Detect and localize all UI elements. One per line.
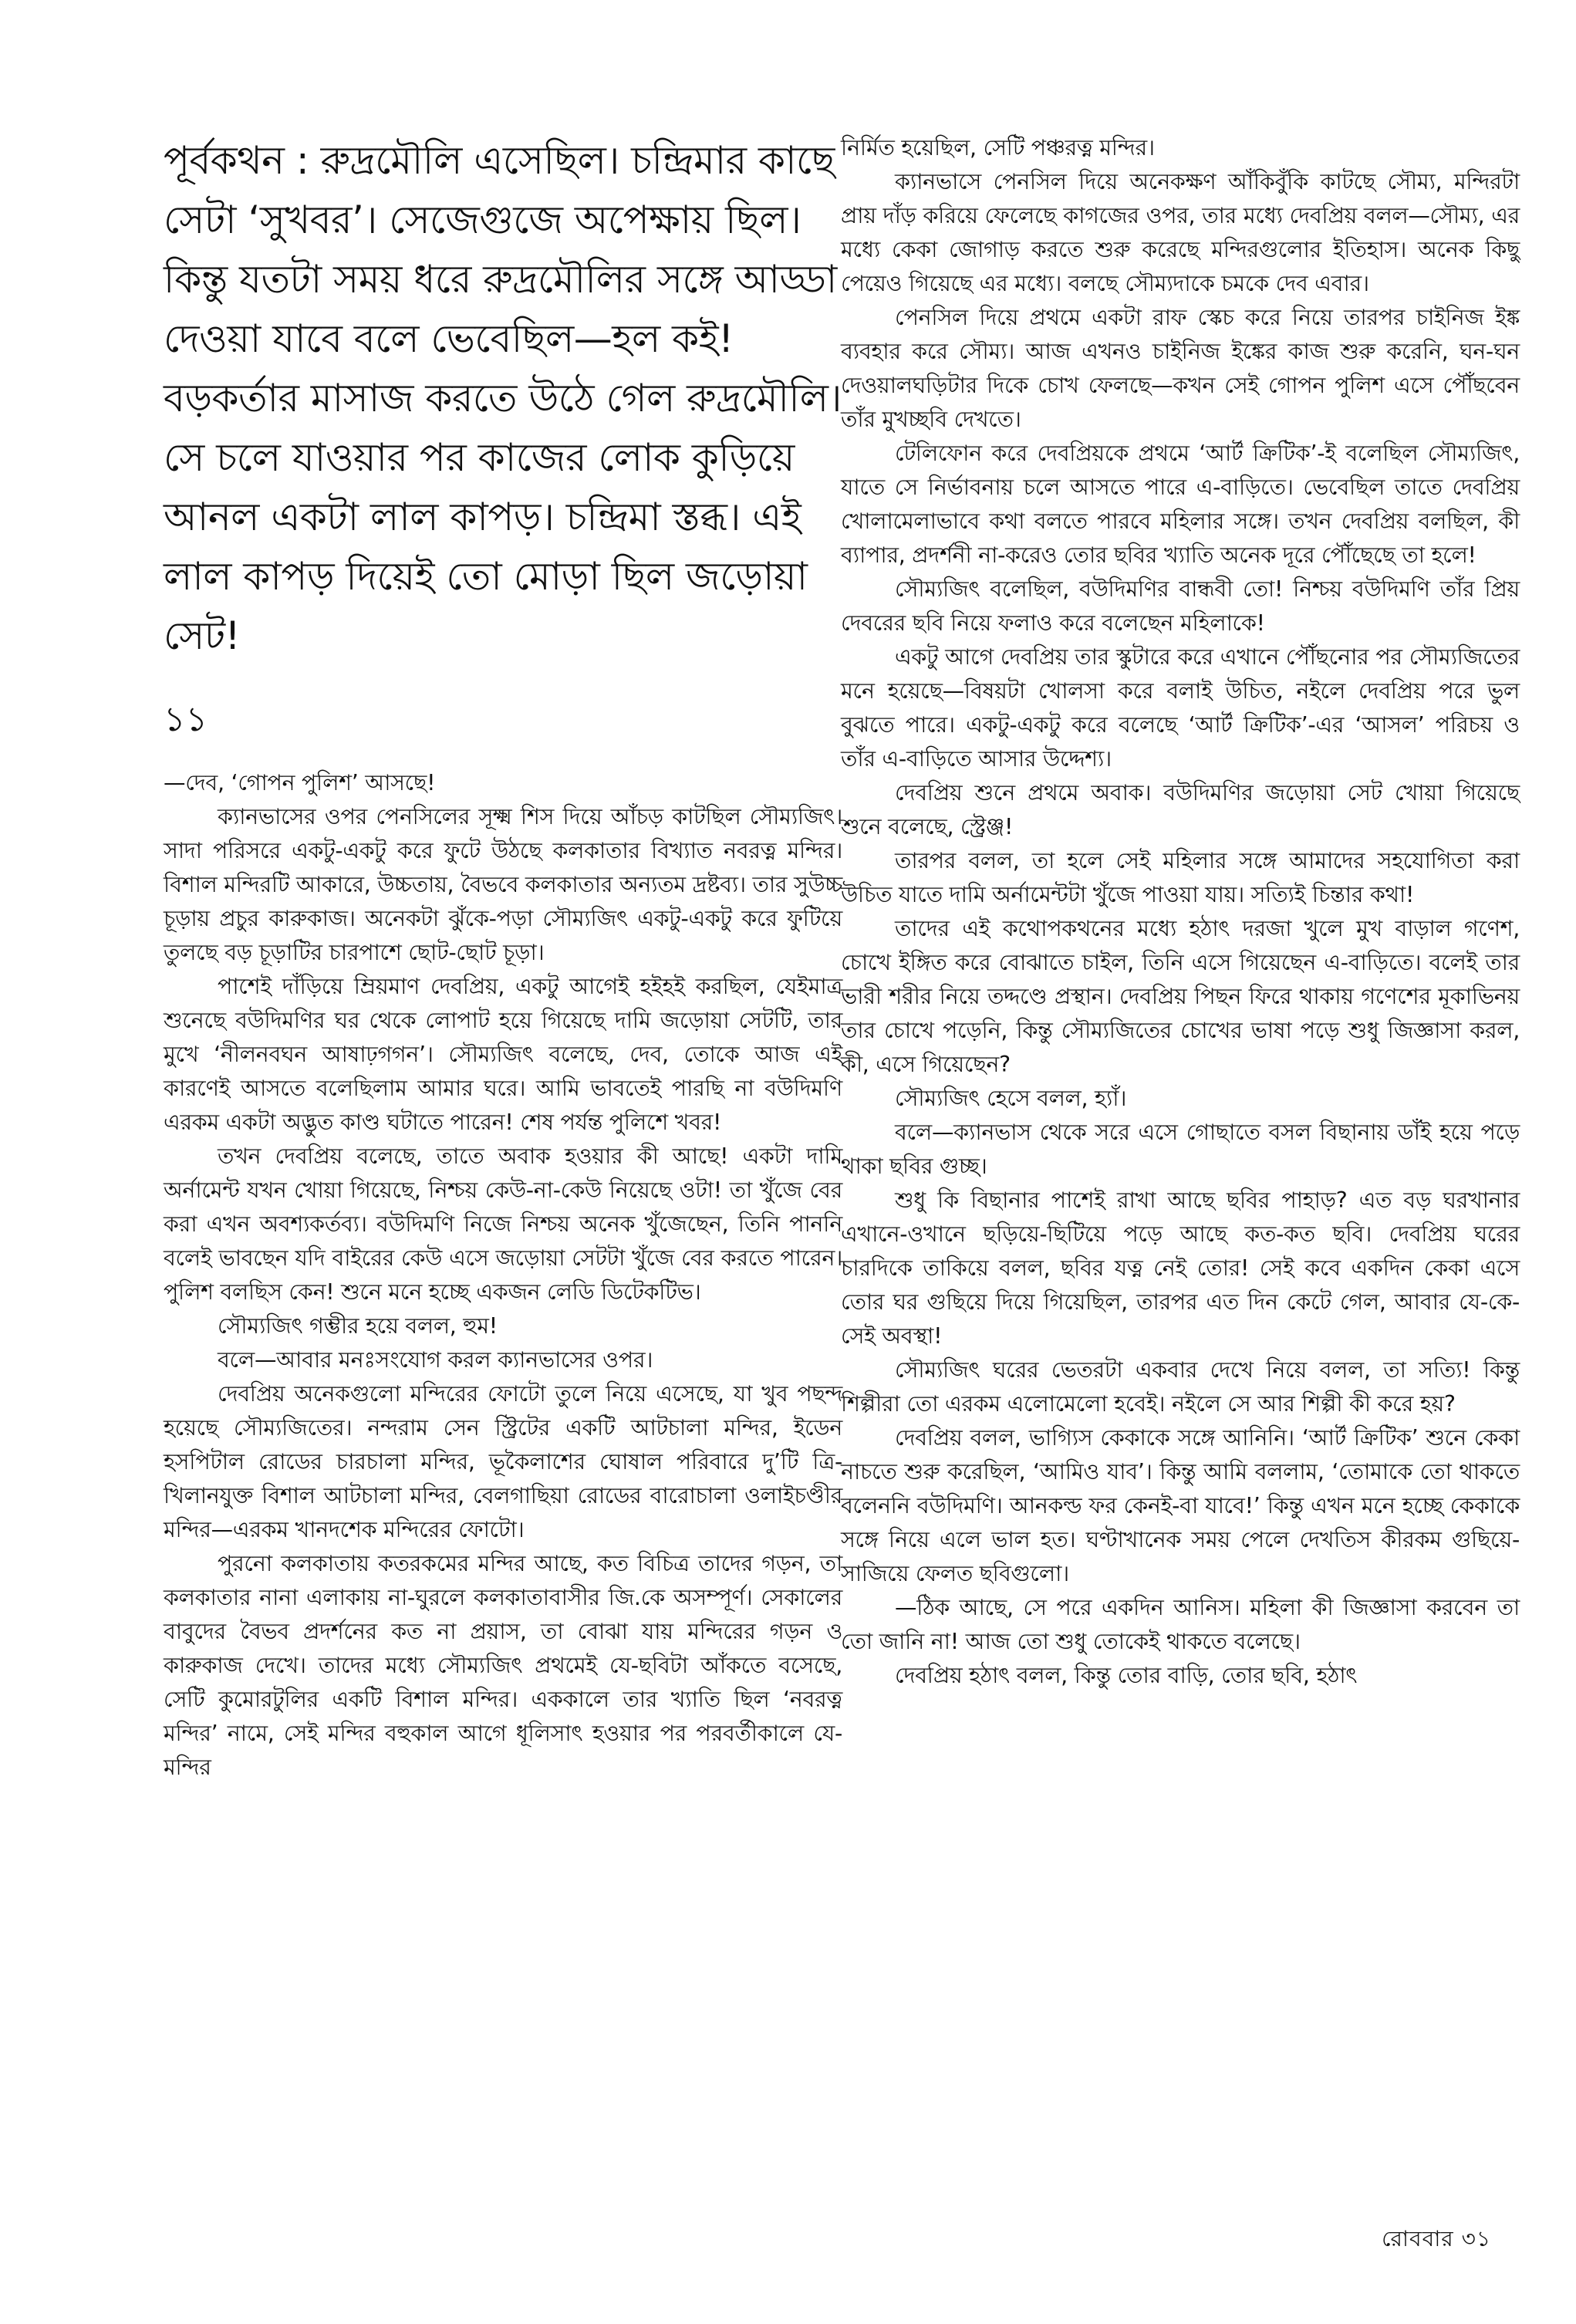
paragraph: সৌম্যজিৎ হেসে বলল, হ্যাঁ। <box>895 1086 1127 1111</box>
paragraph: বলে—ক্যানভাস থেকে সরে এসে গোছাতে বসল বিছানায় ডাঁই হয়ে পড়ে থাকা ছবির গুচ্ছ। <box>841 1120 1520 1179</box>
recap-summary: পূর্বকথন : রুদ্রমৌলি এসেছিল। চন্দ্রিমার কাছে সেটা ‘সুখবর’। সেজেগুজে অপেক্ষায় ছিল। কিন্তু যতটা সময় ধরে রুদ্রমৌলির সঙ্গে আড্ডা দেওয়া যাবে বলে ভেবেছিল—হল কই! বড়কর্তার মাসাজ করতে উঠে গেল রুদ্রমৌলি। সে চলে যাওয়ার পর কাজের লোক কুড়িয়ে আনল একটা লাল কাপড়। চন্দ্রিমা স্তব্ধ। এই লাল কাপড় দিয়েই তো মোড়া ছিল জড়োয়া সেট! <box>164 138 842 658</box>
paragraph: পেনসিল দিয়ে প্রথমে একটা রাফ স্কেচ করে নিয়ে তারপর চাইনিজ ইঙ্ক ব্যবহার করে সৌম্য। আজ এখনও চাইনিজ ইঙ্কের কাজ শুরু করেনি, ঘন-ঘন দেওয়ালঘড়িটার দিকে চোখ ফেলছে—কখন সেই গোপন পুলিশ এসে পৌঁছবেন তাঁর মুখচ্ছবি দেখতে। <box>841 305 1520 432</box>
paragraph: ক্যানভাসে পেনসিল দিয়ে অনেকক্ষণ আঁকিবুঁকি কাটছে সৌম্য, মন্দিরটা প্রায় দাঁড় করিয়ে ফেলেছে কাগজের ওপর, তার মধ্যে দেবপ্রিয় বলল—সৌম্য, এর মধ্যে কেকা জোগাড় করতে শুরু করেছে মন্দিরগুলোর ইতিহাস। অনেক কিছু পেয়েও গিয়েছে এর মধ্যে। বলছে সৌম্যদাকে চমকে দেব এবার। <box>841 169 1520 296</box>
paragraph: তারপর বলল, তা হলে সেই মহিলার সঙ্গে আমাদের সহযোগিতা করা উচিত যাতে দামি অর্নামেন্টটা খুঁজে পাওয়া যায়। সত্যিই চিন্তার কথা! <box>841 848 1520 907</box>
left-column <box>164 131 842 1785</box>
paragraph: দেবপ্রিয় হঠাৎ বলল, কিন্তু তোর বাড়ি, তোর ছবি, হঠাৎ <box>895 1663 1358 1688</box>
page-footer: রোববার ৩১ <box>1382 2226 1491 2251</box>
paragraph: দেবপ্রিয় বলল, ভাগ্যিস কেকাকে সঙ্গে আনিনি। ‘আর্ট ক্রিটিক’ শুনে কেকা নাচতে শুরু করেছিল, ‘আমিও যাব’। কিন্তু আমি বললাম, ‘তোমাকে তো থাকতে বলেননি বউদিমণি। আনকল্ড ফর কেনই-বা যাবে!’ কিন্তু এখন মনে হচ্ছে কেকাকে সঙ্গে নিয়ে এলে ভাল হত। ঘণ্টাখানেক সময় পেলে দেখতিস কীরকম গুছিয়ে-সাজিয়ে ফেলত ছবিগুলো। <box>841 1425 1520 1586</box>
paragraph: সৌম্যজিৎ গম্ভীর হয়ে বলল, হুম! <box>218 1313 498 1339</box>
paragraph: টেলিফোন করে দেবপ্রিয়কে প্রথমে ‘আর্ট ক্রিটিক’-ই বলেছিল সৌম্যজিৎ, যাতে সে নির্ভাবনায় চলে আসতে পারে এ-বাড়িতে। ভেবেছিল তাতে দেবপ্রিয় খোলামেলাভাবে কথা বলতে পারবে মহিলার সঙ্গে। তখন দেবপ্রিয় বলছিল, কী ব্যাপার, প্রদর্শনী না-করেও তোর ছবির খ্যাতি অনেক দূরে পৌঁছেছে তা হলে! <box>841 441 1520 568</box>
paragraph: দেবপ্রিয় শুনে প্রথমে অবাক। বউদিমণির জড়োয়া সেট খোয়া গিয়েছে শুনে বলেছে, স্ট্রেঞ্জ! <box>841 780 1520 839</box>
paragraph: তখন দেবপ্রিয় বলেছে, তাতে অবাক হওয়ার কী আছে! একটা দামি অর্নামেন্ট যখন খোয়া গিয়েছে, নিশ্চয় কেউ-না-কেউ নিয়েছে ওটা! তা খুঁজে বের করা এখন অবশ্যকর্তব্য। বউদিমণি নিজে নিশ্চয় অনেক খুঁজেছেন, তিনি পাননি বলেই ভাবছেন যদি বাইরের কেউ এসে জড়োয়া সেটটা খুঁজে বের করতে পারেন। পুলিশ বলছিস কেন! শুনে মনে হচ্ছে একজন লেডি ডিটেকটিভ। <box>164 1143 842 1305</box>
paragraph: সৌম্যজিৎ ঘরের ভেতরটা একবার দেখে নিয়ে বলল, তা সত্যি! কিন্তু শিল্পীরা তো এরকম এলোমেলো হবেই। নইলে সে আর শিল্পী কী করে হয়? <box>841 1357 1520 1417</box>
paragraph: দেবপ্রিয় অনেকগুলো মন্দিরের ফোটো তুলে নিয়ে এসেছে, যা খুব পছন্দ হয়েছে সৌম্যজিতের। নন্দরাম সেন স্ট্রিটের একটি আটচালা মন্দির, ইডেন হসপিটাল রোডের চারচালা মন্দির, ভূকৈলাশের ঘোষাল পরিবারে দু’টি ত্রি-খিলানযুক্ত বিশাল আটচালা মন্দির, বেলগাছিয়া রোডের বারোচালা ওলাইচণ্ডীর মন্দির—এরকম খানদশেক মন্দিরের ফোটো। <box>164 1381 842 1542</box>
paragraph: পুরনো কলকাতায় কতরকমের মন্দির আছে, কত বিচিত্র তাদের গড়ন, তা কলকাতার নানা এলাকায় না-ঘুরলে কলকাতাবাসীর জি.কে অসম্পূর্ণ। সেকালের বাবুদের বৈভব প্রদর্শনের কত না প্রয়াস, তা বোঝা যায় মন্দিরের গড়ন ও কারুকাজ দেখে। তাদের মধ্যে সৌম্যজিৎ প্রথমেই যে-ছবিটা আঁকতে বসেছে, সেটি কুমোরটুলির একটি বিশাল মন্দির। এককালে তার খ্যাতি ছিল ‘নবরত্ন মন্দির’ নামে, সেই মন্দির বহুকাল আগে ধূলিসাৎ হওয়ার পর পরবর্তীকালে যে-মন্দির <box>164 1551 842 1780</box>
paragraph: বলে—আবার মনঃসংযোগ করল ক্যানভাসের ওপর। <box>218 1347 653 1373</box>
paragraph: —ঠিক আছে, সে পরে একদিন আনিস। মহিলা কী জিজ্ঞাসা করবেন তা তো জানি না! আজ তো শুধু তোকেই থাকতে বলেছে। <box>841 1595 1520 1654</box>
paragraph: নির্মিত হয়েছিল, সেটি পঞ্চরত্ন মন্দির। <box>841 135 1155 160</box>
chapter-number: ১১ <box>164 700 208 739</box>
paragraph: একটু আগে দেবপ্রিয় তার স্কুটারে করে এখানে পৌঁছনোর পর সৌম্যজিতের মনে হয়েছে—বিষয়টা খোলসা করে বলাই উচিত, নইলে দেবপ্রিয় পরে ভুল বুঝতে পারে। একটু-একটু করে বলেছে ‘আর্ট ক্রিটিক’-এর ‘আসল’ পরিচয় ও তাঁর এ-বাড়িতে আসার উদ্দেশ্য। <box>841 644 1520 772</box>
paragraph: সৌম্যজিৎ বলেছিল, বউদিমণির বান্ধবী তো! নিশ্চয় বউদিমণি তাঁর প্রিয় দেবরের ছবি নিয়ে ফলাও করে বলেছেন মহিলাকে! <box>841 576 1520 636</box>
paragraph: ক্যানভাসের ওপর পেনসিলের সূক্ষ্ম শিস দিয়ে আঁচড় কাটছিল সৌম্যজিৎ। সাদা পরিসরে একটু-একটু করে ফুটে উঠছে কলকাতার বিখ্যাত নবরত্ন মন্দির। বিশাল মন্দিরটি আকারে, উচ্চতায়, বৈভবে কলকাতার অন্যতম দ্রষ্টব্য। তার সুউচ্চ চূড়ায় প্রচুর কারুকাজ। অনেকটা ঝুঁকে-পড়া সৌম্যজিৎ একটু-একটু করে ফুটিয়ে তুলছে বড় চূড়াটির চারপাশে ছোট-ছোট চূড়া। <box>164 804 842 965</box>
paragraph: পাশেই দাঁড়িয়ে ম্রিয়মাণ দেবপ্রিয়, একটু আগেই হইহই করছিল, যেইমাত্র শুনেছে বউদিমণির ঘর থেকে লোপাট হয়ে গিয়েছে দামি জড়োয়া সেটটি, তার মুখে ‘নীলনবঘন আষাঢ়গগন’। সৌম্যজিৎ বলেছে, দেব, তোকে আজ এই কারণেই আসতে বলেছিলাম আমার ঘরে। আমি ভাবতেই পারছি না বউদিমণি এরকম একটা অদ্ভুত কাণ্ড ঘটাতে পারেন! শেষ পর্যন্ত পুলিশে খবর! <box>164 974 842 1135</box>
paragraph: তাদের এই কথোপকথনের মধ্যে হঠাৎ দরজা খুলে মুখ বাড়াল গণেশ, চোখে ইঙ্গিত করে বোঝাতে চাইল, তিনি এসে গিয়েছেন এ-বাড়িতে। বলেই তার ভারী শরীর নিয়ে তদ্দণ্ডে প্রস্থান। দেবপ্রিয় পিছন ফিরে থাকায় গণেশের মূকাভিনয় তার চোখে পড়েনি, কিন্তু সৌম্যজিতের চোখের ভাষা পড়ে শুধু জিজ্ঞাসা করল, কী, এসে গিয়েছেন? <box>841 916 1520 1077</box>
paragraph: শুধু কি বিছানার পাশেই রাখা আছে ছবির পাহাড়? এত বড় ঘরখানার এখানে-ওখানে ছড়িয়ে-ছিটিয়ে পড়ে আছে কত-কত ছবি। দেবপ্রিয় ঘরের চারদিকে তাকিয়ে বলল, ছবির যত্ন নেই তোর! সেই কবে একদিন কেকা এসে তোর ঘর গুছিয়ে দিয়ে গিয়েছিল, তারপর এত দিন কেটে গেল, আবার যে-কে-সেই অবস্থা! <box>841 1187 1520 1349</box>
right-column <box>841 131 1520 1693</box>
paragraph: —দেব, ‘গোপন পুলিশ’ আসছে! <box>164 770 436 795</box>
